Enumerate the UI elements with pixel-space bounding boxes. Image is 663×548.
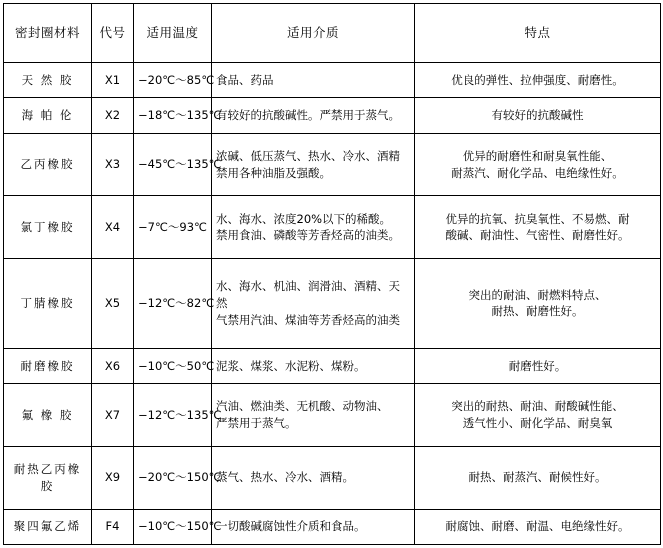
feature-line: 有较好的抗酸碱性	[491, 108, 584, 123]
cell-material: 氯丁橡胶	[4, 196, 92, 259]
seal-material-table	[3, 3, 661, 545]
cell-media	[212, 98, 415, 133]
table-row	[4, 348, 661, 383]
feature-line: 耐热、耐磨性好。	[491, 304, 584, 319]
feature-line: 突出的耐热、耐油、耐酸碱性能、	[451, 399, 624, 414]
media-line: 食品、药品	[216, 72, 274, 87]
feature-line: 透气性小、耐化学品、耐臭氧	[462, 416, 613, 431]
cell-temperature: −12℃～82℃	[134, 259, 212, 349]
cell-media	[212, 446, 415, 509]
cell-media	[212, 509, 415, 544]
feature-line: 耐腐蚀、耐磨、耐温、电绝缘性好。	[445, 519, 630, 534]
media-line: 禁用各种油脂及强酸。	[216, 165, 331, 180]
media-line: 禁用食油、磷酸等芳香烃高的油类。	[216, 228, 400, 243]
cell-feature	[415, 446, 661, 509]
media-line: 水、海水、浓度20%以下的稀酸。	[216, 211, 392, 226]
cell-feature	[415, 348, 661, 383]
header-media: 适用介质	[212, 4, 415, 63]
cell-code: X5	[92, 259, 134, 349]
cell-feature	[415, 133, 661, 196]
table-row	[4, 133, 661, 196]
table-row	[4, 63, 661, 98]
cell-media	[212, 384, 415, 447]
cell-temperature: −45℃～135℃	[134, 133, 212, 196]
cell-media	[212, 133, 415, 196]
media-line: 蒸气、热水、冷水、酒精。	[216, 470, 354, 485]
cell-temperature: −7℃～93℃	[134, 196, 212, 259]
cell-material: 氟 橡 胶	[4, 384, 92, 447]
table-row	[4, 259, 661, 349]
cell-media	[212, 259, 415, 349]
table-row	[4, 98, 661, 133]
media-line: 有较好的抗酸碱性。严禁用于蒸气。	[216, 108, 400, 123]
header-material: 密封圈材料	[4, 4, 92, 63]
cell-feature	[415, 259, 661, 349]
cell-code: X3	[92, 133, 134, 196]
cell-material: 聚四氟乙烯	[4, 509, 92, 544]
cell-material: 天 然 胶	[4, 63, 92, 98]
cell-code: F4	[92, 509, 134, 544]
media-line: 水、海水、机油、润滑油、酒精、天然	[216, 279, 400, 311]
feature-line: 酸碱、耐油性、气密性、耐磨性好。	[445, 228, 630, 243]
cell-code: X7	[92, 384, 134, 447]
feature-line: 耐磨性好。	[508, 358, 567, 373]
table-row	[4, 384, 661, 447]
cell-material: 耐磨橡胶	[4, 348, 92, 383]
cell-code: X1	[92, 63, 134, 98]
cell-media	[212, 196, 415, 259]
cell-feature	[415, 384, 661, 447]
cell-code: X6	[92, 348, 134, 383]
header-feature: 特点	[415, 4, 661, 63]
media-line: 严禁用于蒸气。	[216, 416, 297, 431]
cell-code: X9	[92, 446, 134, 509]
media-line: 泥浆、煤浆、水泥粉、煤粉。	[216, 358, 366, 373]
feature-line: 优良的弹性、拉伸强度、耐磨性。	[451, 72, 624, 87]
media-line: 汽油、燃油类、无机酸、动物油、	[216, 399, 389, 414]
media-line: 一切酸碱腐蚀性介质和食品。	[216, 519, 366, 534]
table-row	[4, 509, 661, 544]
feature-line: 耐蒸汽、耐化学品、电绝缘性好。	[451, 165, 624, 180]
cell-feature	[415, 196, 661, 259]
media-line: 浓碱、低压蒸气、热水、冷水、酒精	[216, 148, 400, 163]
header-code: 代号	[92, 4, 134, 63]
cell-temperature: −18℃～135℃	[134, 98, 212, 133]
cell-temperature: −20℃～85℃	[134, 63, 212, 98]
header-temperature: 适用温度	[134, 4, 212, 63]
cell-material: 乙丙橡胶	[4, 133, 92, 196]
cell-feature	[415, 98, 661, 133]
cell-material: 丁腈橡胶	[4, 259, 92, 349]
table-row	[4, 196, 661, 259]
table-header-row	[4, 4, 661, 63]
table-row	[4, 446, 661, 509]
cell-material: 海 帕 伦	[4, 98, 92, 133]
cell-code: X4	[92, 196, 134, 259]
cell-temperature: −12℃～135℃	[134, 384, 212, 447]
feature-line: 优异的抗氧、抗臭氧性、不易燃、耐	[445, 211, 630, 226]
cell-feature	[415, 63, 661, 98]
cell-material: 耐热乙丙橡胶	[4, 446, 92, 509]
cell-code: X2	[92, 98, 134, 133]
cell-media	[212, 348, 415, 383]
cell-temperature: −20℃～150℃	[134, 446, 212, 509]
cell-temperature: −10℃～50℃	[134, 348, 212, 383]
cell-feature	[415, 509, 661, 544]
feature-line: 优异的耐磨性和耐臭氧性能、	[462, 148, 613, 163]
cell-media	[212, 63, 415, 98]
media-line: 气禁用汽油、煤油等芳香烃高的油类	[216, 312, 400, 327]
feature-line: 突出的耐油、耐燃料特点、	[468, 287, 607, 302]
feature-line: 耐热、耐蒸汽、耐候性好。	[468, 470, 607, 485]
cell-temperature: −10℃～150℃	[134, 509, 212, 544]
